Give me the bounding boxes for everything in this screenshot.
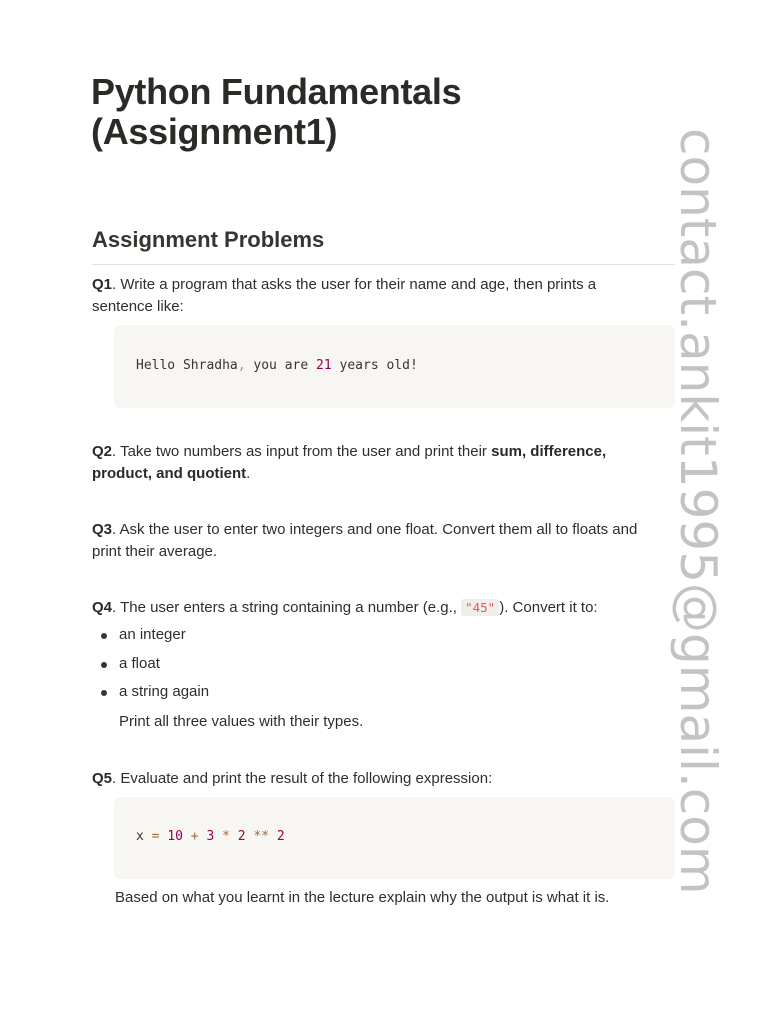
question-2-bold: sum, difference, product, and quotient	[92, 443, 607, 482]
code-token: x	[136, 829, 152, 844]
code-token	[269, 829, 277, 844]
code-number: 2	[276, 829, 285, 844]
bullet-icon	[101, 690, 107, 696]
question-4-label: Q4	[92, 599, 113, 616]
q5-code-block	[114, 797, 675, 879]
q4-bullet-list	[92, 624, 209, 710]
q5-code-line	[136, 828, 285, 846]
section-heading: Assignment Problems	[92, 227, 325, 252]
question-4-end: ). Convert it to:	[499, 599, 598, 616]
code-token	[183, 829, 191, 844]
code-operator: **	[253, 829, 270, 844]
list-item-text: an integer	[119, 626, 186, 643]
question-5	[92, 768, 652, 790]
code-number: 2	[237, 829, 246, 844]
question-5-followup: Based on what you learnt in the lecture explain why the output is what it is.	[115, 889, 610, 906]
question-4-followup: Print all three values with their types.	[119, 713, 364, 730]
question-1	[92, 274, 652, 318]
question-4	[92, 597, 692, 619]
q1-code-block	[114, 325, 675, 408]
page-title: Python Fundamentals (Assignment1)	[91, 71, 462, 152]
question-2-label: Q2	[92, 443, 113, 460]
code-operator: =	[151, 829, 160, 844]
list-item	[92, 653, 209, 682]
inline-code: "45"	[461, 599, 499, 616]
list-item-text: a string again	[119, 683, 210, 700]
q1-code-part: Hello Shradha	[136, 358, 238, 373]
question-5-label: Q5	[92, 770, 113, 787]
bullet-icon	[101, 633, 107, 639]
email-watermark: contact.ankit1995@gmail.com	[669, 128, 727, 895]
question-2	[92, 441, 652, 485]
code-operator: +	[190, 829, 199, 844]
question-3-label: Q3	[92, 521, 113, 538]
q1-code-line	[136, 357, 418, 375]
bullet-icon	[101, 662, 107, 668]
question-3	[92, 519, 652, 563]
question-4-text: . The user enters a string containing a number (e.g.,	[112, 599, 462, 616]
list-item-text: a float	[119, 654, 160, 672]
code-number: 10	[167, 829, 183, 844]
question-3-text: . Ask the user to enter two integers and one float. Convert them all to floats and print their average.	[92, 521, 638, 560]
q1-code-punct: ,	[237, 358, 246, 373]
list-item	[92, 681, 209, 710]
q1-code-number: 21	[316, 358, 332, 373]
question-2-text: . Take two numbers as input from the user and print their	[112, 443, 492, 460]
code-operator: *	[222, 829, 230, 844]
question-2-end: .	[246, 465, 251, 482]
code-token	[214, 829, 222, 844]
section-divider	[92, 264, 675, 265]
question-1-text: . Write a program that asks the user for their name and age, then prints a sentence like:	[92, 276, 597, 315]
question-1-label: Q1	[92, 276, 113, 293]
code-number: 3	[206, 829, 215, 844]
q1-code-part: you are	[245, 358, 317, 373]
q1-code-part: years old!	[331, 358, 418, 373]
question-5-text: . Evaluate and print the result of the following expression:	[112, 770, 493, 787]
code-token	[230, 829, 238, 844]
list-item	[92, 624, 209, 653]
